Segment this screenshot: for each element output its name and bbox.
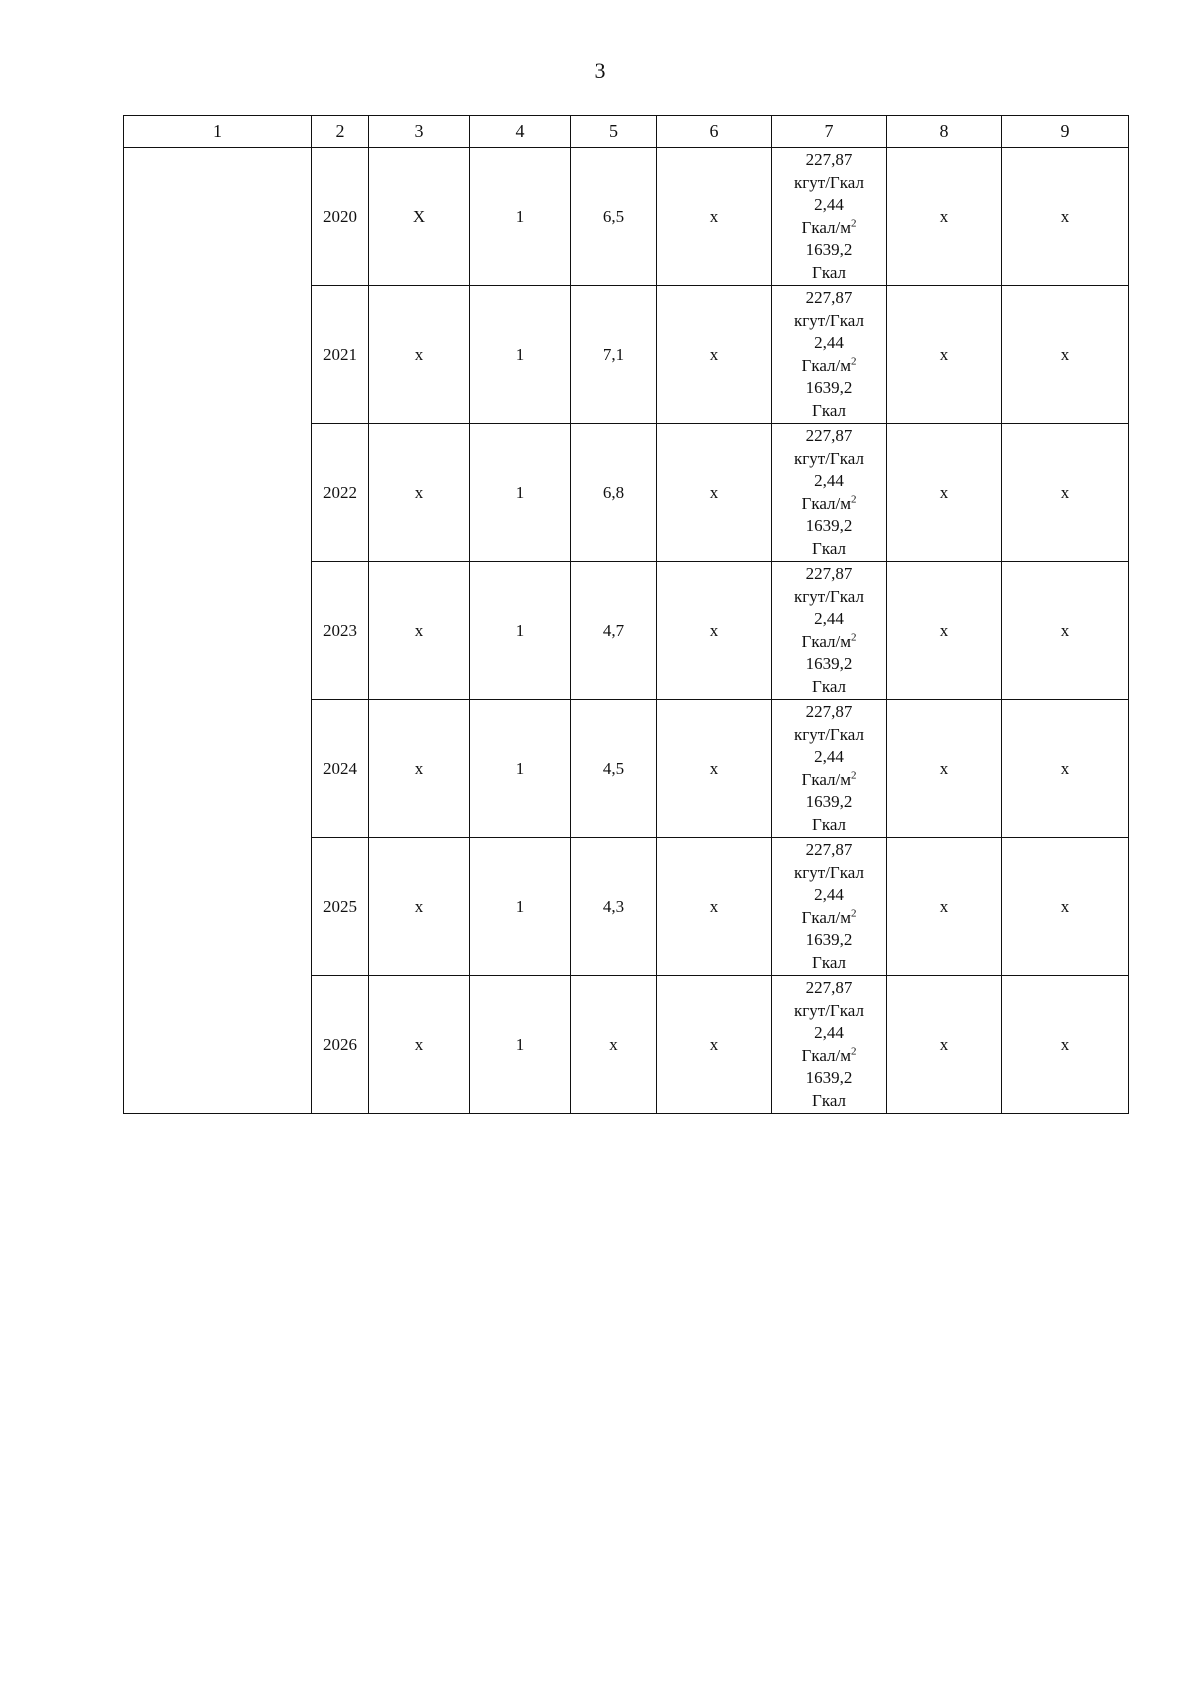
cell-col-9: x xyxy=(1002,700,1129,838)
header-col-2: 2 xyxy=(312,116,369,148)
col7-unit-text: Гкал/м xyxy=(801,631,851,651)
header-col-4: 4 xyxy=(470,116,571,148)
cell-col-7 xyxy=(772,562,887,700)
cell-year: 2021 xyxy=(312,286,369,424)
col7-line-unit-area xyxy=(772,1045,886,1068)
cell-col-9: x xyxy=(1002,976,1129,1114)
col7-line-unit-area xyxy=(772,217,886,240)
col7-line: 1639,2 xyxy=(805,654,853,673)
col7-line: кгут/Гкал xyxy=(794,862,864,882)
col7-line: Гкал xyxy=(811,814,846,834)
col7-unit-superscript: 2 xyxy=(851,354,857,367)
col7-line: Гкал xyxy=(811,400,846,420)
cell-col-8: x xyxy=(887,286,1002,424)
col7-line: 1639,2 xyxy=(805,240,853,259)
cell-col-7 xyxy=(772,424,887,562)
col7-line: 227,87 xyxy=(805,840,853,859)
cell-col-8: x xyxy=(887,838,1002,976)
header-col-6: 6 xyxy=(657,116,772,148)
col7-line: 2,44 xyxy=(814,609,844,628)
header-col-8: 8 xyxy=(887,116,1002,148)
cell-year: 2026 xyxy=(312,976,369,1114)
col7-line: Гкал xyxy=(811,952,846,972)
cell-col-5: 4,7 xyxy=(571,562,657,700)
cell-col-4: 1 xyxy=(470,562,571,700)
cell-col-8: x xyxy=(887,976,1002,1114)
cell-col-8: x xyxy=(887,424,1002,562)
cell-col-3: x xyxy=(369,700,470,838)
col7-line: 2,44 xyxy=(814,333,844,352)
cell-col-7 xyxy=(772,286,887,424)
col7-line: 1639,2 xyxy=(805,516,853,535)
cell-col-9: x xyxy=(1002,148,1129,286)
col7-line: 227,87 xyxy=(805,150,853,169)
cell-col-5: 4,3 xyxy=(571,838,657,976)
header-row xyxy=(124,116,1129,148)
cell-col-3: x xyxy=(369,562,470,700)
cell-year: 2023 xyxy=(312,562,369,700)
cell-col-7 xyxy=(772,976,887,1114)
col7-line: 2,44 xyxy=(814,747,844,766)
col7-line: 227,87 xyxy=(805,564,853,583)
cell-year: 2022 xyxy=(312,424,369,562)
table-body xyxy=(124,148,1129,1114)
col7-line: Гкал xyxy=(811,1090,846,1110)
cell-col-5: 4,5 xyxy=(571,700,657,838)
cell-col-7 xyxy=(772,700,887,838)
col7-line: Гкал xyxy=(811,538,846,558)
cell-col-3: x xyxy=(369,424,470,562)
cell-col-3: x xyxy=(369,838,470,976)
col7-line: 227,87 xyxy=(805,978,853,997)
cell-col-5: 7,1 xyxy=(571,286,657,424)
cell-col-6: x xyxy=(657,148,772,286)
col7-line: Гкал xyxy=(811,262,846,282)
cell-year: 2024 xyxy=(312,700,369,838)
cell-col-6: x xyxy=(657,838,772,976)
cell-col-3: x xyxy=(369,286,470,424)
cell-col-8: x xyxy=(887,562,1002,700)
table-row xyxy=(124,148,1129,286)
cell-col-9: x xyxy=(1002,424,1129,562)
cell-col-9: x xyxy=(1002,562,1129,700)
page-number: 3 xyxy=(594,58,606,83)
cell-col-8: x xyxy=(887,148,1002,286)
data-table xyxy=(123,115,1129,1114)
col7-line-unit-area xyxy=(772,493,886,516)
col7-line: кгут/Гкал xyxy=(794,586,864,606)
cell-col-8: x xyxy=(887,700,1002,838)
col7-unit-superscript: 2 xyxy=(851,1044,857,1057)
col7-unit-text: Гкал/м xyxy=(801,769,851,789)
header-col-1: 1 xyxy=(124,116,312,148)
cell-col-9: x xyxy=(1002,838,1129,976)
cell-col-4: 1 xyxy=(470,424,571,562)
col7-line: 1639,2 xyxy=(805,792,853,811)
col7-line: кгут/Гкал xyxy=(794,310,864,330)
cell-col-4: 1 xyxy=(470,286,571,424)
col7-unit-superscript: 2 xyxy=(851,768,857,781)
col7-line-unit-area xyxy=(772,355,886,378)
col7-line: 227,87 xyxy=(805,426,853,445)
col7-line: 2,44 xyxy=(814,1023,844,1042)
header-col-5: 5 xyxy=(571,116,657,148)
col7-line-unit-area xyxy=(772,631,886,654)
cell-col-6: x xyxy=(657,424,772,562)
col7-line: 2,44 xyxy=(814,885,844,904)
cell-col-1 xyxy=(124,148,312,1114)
cell-col-4: 1 xyxy=(470,148,571,286)
cell-col-5: 6,8 xyxy=(571,424,657,562)
col7-unit-text: Гкал/м xyxy=(801,907,851,927)
header-col-3: 3 xyxy=(369,116,470,148)
col7-unit-text: Гкал/м xyxy=(801,493,851,513)
cell-col-9: x xyxy=(1002,286,1129,424)
cell-col-6: x xyxy=(657,562,772,700)
header-col-9: 9 xyxy=(1002,116,1129,148)
cell-col-4: 1 xyxy=(470,700,571,838)
cell-col-6: x xyxy=(657,286,772,424)
cell-year: 2025 xyxy=(312,838,369,976)
col7-line: кгут/Гкал xyxy=(794,172,864,192)
col7-line: 1639,2 xyxy=(805,1068,853,1087)
cell-col-4: 1 xyxy=(470,838,571,976)
cell-col-5: 6,5 xyxy=(571,148,657,286)
col7-line: 1639,2 xyxy=(805,930,853,949)
col7-line: 1639,2 xyxy=(805,378,853,397)
cell-col-6: x xyxy=(657,700,772,838)
col7-unit-text: Гкал/м xyxy=(801,355,851,375)
cell-col-6: x xyxy=(657,976,772,1114)
col7-unit-superscript: 2 xyxy=(851,216,857,229)
col7-unit-superscript: 2 xyxy=(851,906,857,919)
col7-unit-text: Гкал/м xyxy=(801,1045,851,1065)
cell-col-7 xyxy=(772,838,887,976)
col7-line-unit-area xyxy=(772,769,886,792)
cell-col-3: X xyxy=(369,148,470,286)
col7-line: 227,87 xyxy=(805,702,853,721)
col7-line: 2,44 xyxy=(814,471,844,490)
col7-line: Гкал xyxy=(811,676,846,696)
cell-col-4: 1 xyxy=(470,976,571,1114)
header-col-7: 7 xyxy=(772,116,887,148)
col7-line: 2,44 xyxy=(814,195,844,214)
col7-line: кгут/Гкал xyxy=(794,724,864,744)
col7-unit-superscript: 2 xyxy=(851,492,857,505)
col7-line: 227,87 xyxy=(805,288,853,307)
cell-col-3: x xyxy=(369,976,470,1114)
cell-col-7 xyxy=(772,148,887,286)
col7-line: кгут/Гкал xyxy=(794,1000,864,1020)
col7-line: кгут/Гкал xyxy=(794,448,864,468)
col7-unit-text: Гкал/м xyxy=(801,217,851,237)
cell-year: 2020 xyxy=(312,148,369,286)
col7-line-unit-area xyxy=(772,907,886,930)
cell-col-5: x xyxy=(571,976,657,1114)
col7-unit-superscript: 2 xyxy=(851,630,857,643)
